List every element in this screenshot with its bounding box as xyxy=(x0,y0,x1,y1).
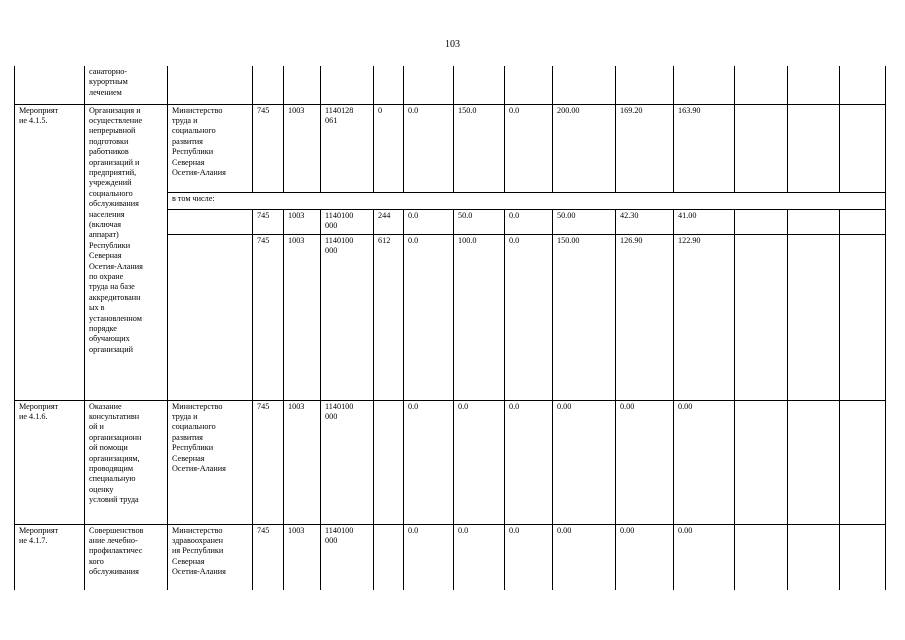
measure-id: Мероприят ие 4.1.6. xyxy=(15,400,85,524)
cell-value: 0.0 xyxy=(454,400,505,524)
cell-value: 0.00 xyxy=(616,524,674,590)
program-measures-table xyxy=(14,66,886,590)
cell-value: 41.00 xyxy=(674,209,735,234)
table-row xyxy=(15,104,886,192)
cell-value: 0.0 xyxy=(505,234,553,400)
cell-value: 0.0 xyxy=(404,104,454,192)
cell-value: 150.00 xyxy=(553,234,616,400)
cell-value: 126.90 xyxy=(616,234,674,400)
measure-name: Совершенствов ание лечебно- профилактичес кого обслуживания xyxy=(85,524,168,590)
page-number: 103 xyxy=(445,39,460,50)
cell-value: 50.0 xyxy=(454,209,505,234)
cell-value: 0.00 xyxy=(616,400,674,524)
cell-value: 0.0 xyxy=(505,524,553,590)
measure-name-continuation: санаторно- курортным лечением xyxy=(85,66,168,104)
cell-value: 0.0 xyxy=(505,400,553,524)
cell-value: 0.00 xyxy=(553,400,616,524)
cell-value: 0.0 xyxy=(404,209,454,234)
cell-rzpr: 1003 xyxy=(284,104,321,192)
cell-value: 0.00 xyxy=(674,524,735,590)
measure-executor: Министерство труда и социального развития Республики Северная Осетия-Алания xyxy=(168,400,253,524)
cell-csr: 1140100 000 xyxy=(321,209,374,234)
cell-value: 0.00 xyxy=(553,524,616,590)
cell-value: 169.20 xyxy=(616,104,674,192)
cell-value: 50.00 xyxy=(553,209,616,234)
measure-id: Мероприят ие 4.1.7. xyxy=(15,524,85,590)
cell-csr: 1140128 061 xyxy=(321,104,374,192)
cell-grbs: 745 xyxy=(253,104,284,192)
cell-value: 0.0 xyxy=(505,209,553,234)
measure-name: Организация и осуществление непрерывной подготовки работников организаций и предприятий, учреждений социального обслуживания населения (включая аппарат) Республики Северная Осетия-Алания по охране труда на базе аккредитованн ых в установленном порядке обучающих организаций xyxy=(85,104,168,400)
cell-value: 0.00 xyxy=(674,400,735,524)
cell-value: 0.0 xyxy=(505,104,553,192)
cell-value: 163.90 xyxy=(674,104,735,192)
cell-grbs: 745 xyxy=(253,234,284,400)
cell-rzpr: 1003 xyxy=(284,400,321,524)
cell-vr: 244 xyxy=(374,209,404,234)
measure-name: Оказание консультативн ой и организационн ой помощи организациям, проводящим специальную оценку условий труда xyxy=(85,400,168,524)
cell-grbs: 745 xyxy=(253,524,284,590)
measure-id: Мероприят ие 4.1.5. xyxy=(15,104,85,400)
cell-vr: 0 xyxy=(374,104,404,192)
cell-value: 100.0 xyxy=(454,234,505,400)
including-label: в том числе: xyxy=(168,192,886,209)
cell-vr xyxy=(374,400,404,524)
cell-csr: 1140100 000 xyxy=(321,524,374,590)
cell-grbs: 745 xyxy=(253,209,284,234)
cell-value: 0.0 xyxy=(404,524,454,590)
cell-rzpr: 1003 xyxy=(284,209,321,234)
cell-rzpr: 1003 xyxy=(284,234,321,400)
table-row xyxy=(15,66,886,104)
measure-executor: Министерство здравоохранен ия Республики Северная Осетия-Алания xyxy=(168,524,253,590)
cell-vr xyxy=(374,524,404,590)
cell-csr: 1140100 000 xyxy=(321,234,374,400)
cell-csr: 1140100 000 xyxy=(321,400,374,524)
cell-value: 150.0 xyxy=(454,104,505,192)
cell-vr: 612 xyxy=(374,234,404,400)
cell-grbs: 745 xyxy=(253,400,284,524)
cell-value: 0.0 xyxy=(404,234,454,400)
cell-value: 122.90 xyxy=(674,234,735,400)
cell-value: 0.0 xyxy=(404,400,454,524)
cell-value: 0.0 xyxy=(454,524,505,590)
cell-rzpr: 1003 xyxy=(284,524,321,590)
measure-executor: Министерство труда и социального развития Республики Северная Осетия-Алания xyxy=(168,104,253,192)
table-row xyxy=(15,400,886,524)
cell-value: 200.00 xyxy=(553,104,616,192)
cell-value: 42.30 xyxy=(616,209,674,234)
table-row xyxy=(15,524,886,590)
